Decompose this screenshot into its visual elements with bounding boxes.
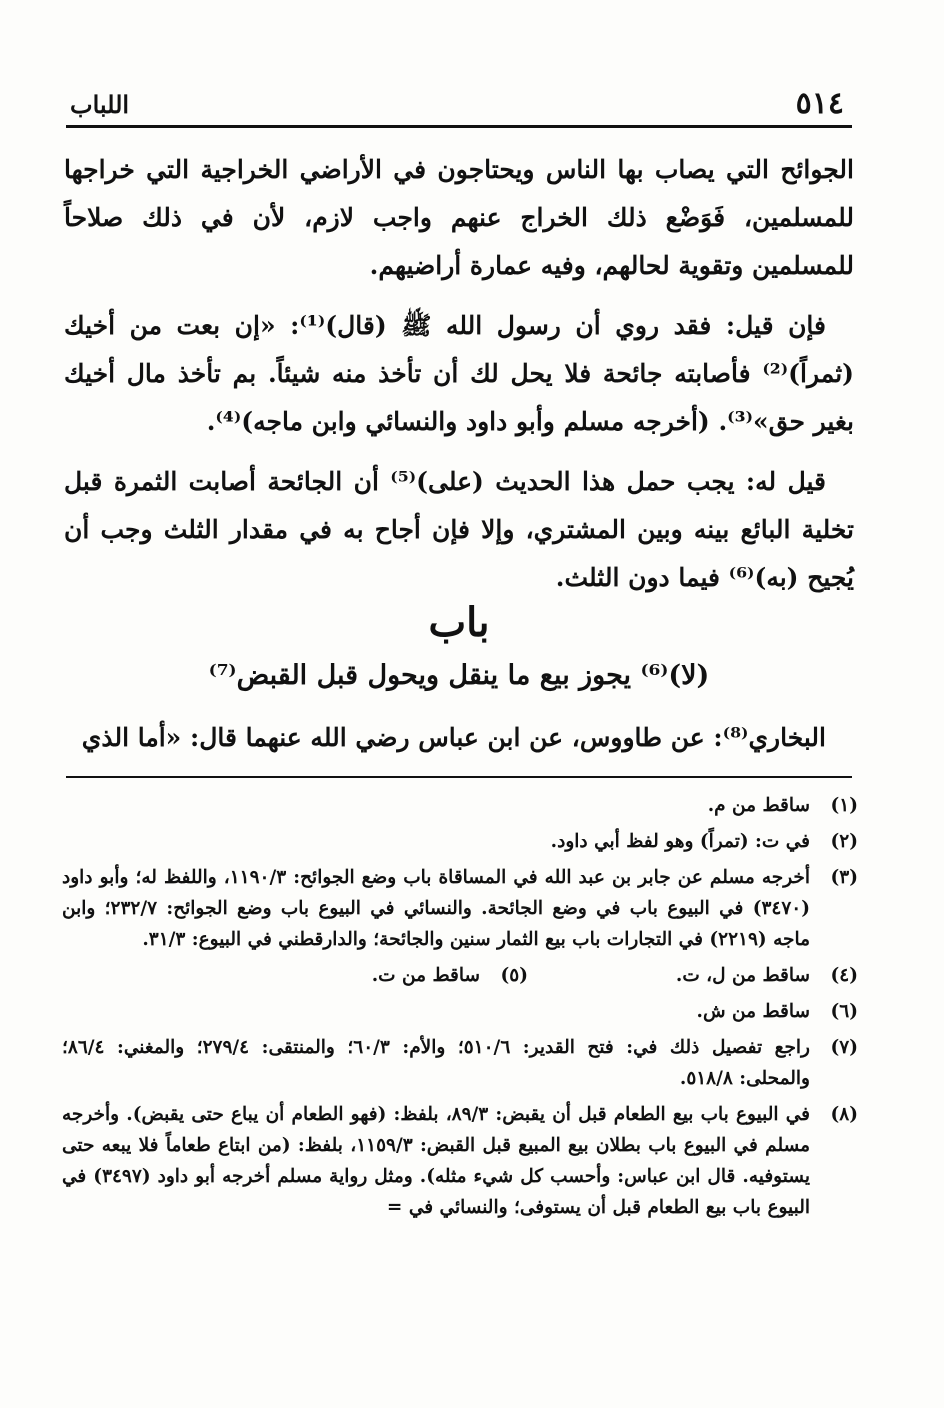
- paragraph: قيل له: يجب حمل هذا الحديث (على)⁽⁵⁾ أن الجائحة أصابت الثمرة قبل تخلية البائع بينه وبين المشتري، وإلا فإن أجاح به في مقدار الثلث وجب أن يُجيح (به)⁽⁶⁾ فيما دون الثلث.: [64, 467, 854, 592]
- page-header: [66, 84, 852, 128]
- footnote-number: (١): [830, 795, 858, 816]
- chapter-heading: [64, 598, 854, 700]
- footnote: [62, 862, 858, 955]
- footnote: [62, 826, 858, 857]
- footnote-number: (٦): [830, 1001, 858, 1022]
- page-number: ٥١٤: [795, 86, 844, 121]
- footnote-separator: [66, 776, 852, 778]
- footnote-number: (٨): [830, 1104, 858, 1125]
- footnote: [198, 960, 528, 991]
- footnote-number: (٥): [500, 965, 528, 986]
- footnote: [62, 996, 858, 1027]
- hadith-text: البخاري⁽⁸⁾: عن طاووس، عن ابن عباس رضي الله عنهما قال: «أما الذي: [81, 723, 826, 752]
- footnote: [62, 790, 858, 821]
- footnote-text: ساقط من ل، ت.: [675, 965, 810, 986]
- chapter-word: باب: [428, 599, 490, 646]
- footnote: [528, 960, 858, 991]
- chapter-title: (لا)⁽⁶⁾ يجوز بيع ما ينقل ويحول قبل القبض⁽⁷⁾: [208, 660, 710, 691]
- footnote-number: (٣): [830, 867, 858, 888]
- paragraph: الجوائح التي يصاب بها الناس ويحتاجون في الأراضي الخراجية التي خراجها للمسلمين، فَوَضْع ذلك الخراج عنهم واجب لازم، لأن في ذلك صلاحاً للمسلمين وتقوية لحالهم، وفيه عمارة أراضيهم.: [64, 155, 854, 280]
- main-text: [64, 146, 854, 614]
- footnote-pair: [62, 960, 858, 991]
- footnote-number: (٤): [830, 965, 858, 986]
- footnote-text: ساقط من م.: [707, 795, 810, 816]
- footnote-text: ساقط من ش.: [696, 1001, 810, 1022]
- footnote-number: (٧): [830, 1037, 858, 1058]
- header-rule: [66, 125, 852, 128]
- footnote-text: في البيوع باب بيع الطعام قبل أن يقبض: ٨٩/٣، بلفظ: (فهو الطعام أن يباع حتى يقبض). وأخرجه مسلم في البيوع باب بطلان بيع المبيع قبل القبض: ١١٥٩/٣، بلفظ: (من ابتاع طعاماً فلا يبعه حتى يستوفيه. قال ابن عباس: وأحسب كل شيء مثله). ومثل رواية مسلم أخرجه أبو داود (٣٤٩٧) في البيوع باب بيع الطعام قبل أن يستوفى؛ والنسائي في =: [62, 1104, 810, 1218]
- footnote: [62, 1032, 858, 1094]
- footnotes: [62, 790, 858, 1228]
- footnote-text: راجع تفصيل ذلك في: فتح القدير: ٥١٠/٦؛ والأم: ٦٠/٣؛ والمنتقى: ٢٧٩/٤؛ والمغني: ٨٦/٤؛ والمحلى: ٥١٨/٨.: [62, 1037, 810, 1089]
- paragraph: فإن قيل: فقد روي أن رسول الله ﷺ (قال)⁽¹⁾: «إن بعت من أخيك (ثمراً)⁽²⁾ فأصابته جائحة فلا يحل لك أن تأخذ منه شيئاً. بم تأخذ مال أخيك بغير حق»⁽³⁾. (أخرجه مسلم وأبو داود والنسائي وابن ماجه)⁽⁴⁾.: [64, 311, 854, 436]
- footnote-text: ساقط من ت.: [371, 965, 480, 986]
- running-title: اللباب: [70, 90, 130, 119]
- footnote: [62, 1099, 858, 1223]
- footnote-number: (٢): [830, 831, 858, 852]
- footnote-text: أخرجه مسلم عن جابر بن عبد الله في المساقاة باب وضع الجوائح: ١١٩٠/٣، واللفظ له؛ وأبو داود (٣٤٧٠) في البيوع باب في وضع الجائحة. والنسائي في البيوع باب وضع الجوائح: ٢٣٢/٧؛ وابن ماجه (٢٢١٩) في التجارات باب بيع الثمار سنين والجائحة؛ والدارقطني في البيوع: ٣١/٣.: [62, 867, 810, 950]
- footnote-text: في ت: (تمراً) وهو لفظ أبي داود.: [550, 831, 810, 852]
